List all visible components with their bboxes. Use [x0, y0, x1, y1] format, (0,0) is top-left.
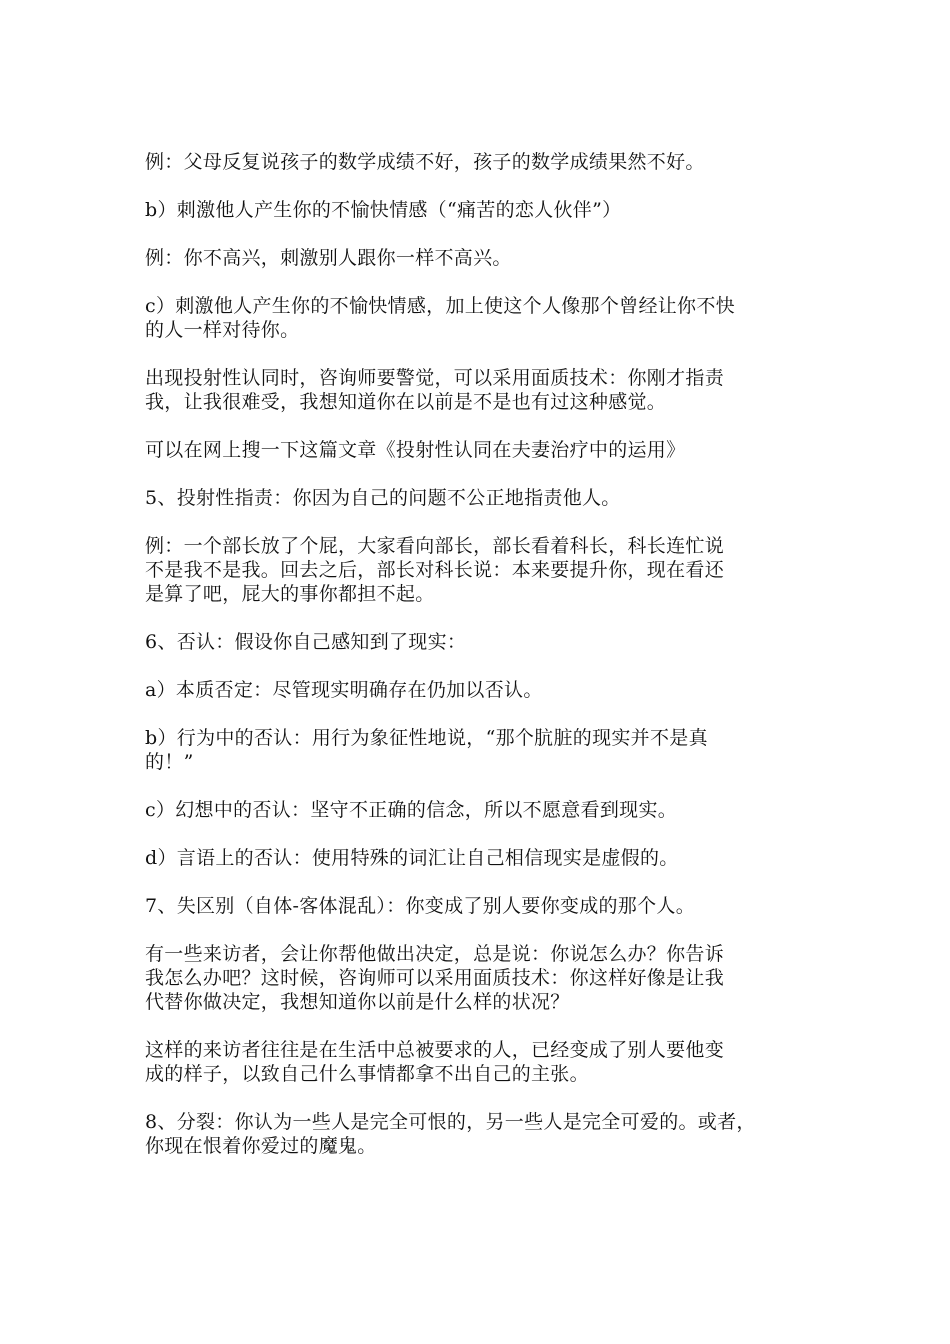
text-line: c）幻想中的否认：坚守不正确的信念，所以不愿意看到现实。 [145, 799, 678, 821]
text-line: 我怎么办吧？这时候，咨询师可以采用面质技术：你这样好像是让我 [145, 967, 725, 989]
document-body [145, 150, 810, 1182]
paragraph [145, 726, 810, 774]
paragraph [145, 630, 810, 654]
text-line: b）刺激他人产生你的不愉快情感（“痛苦的恋人伙伴”） [145, 199, 622, 221]
paragraph [145, 678, 810, 702]
text-line: 的！” [145, 751, 194, 773]
paragraph [145, 438, 810, 462]
text-line: 8、分裂：你认为一些人是完全可恨的，另一些人是完全可爱的。或者， [145, 1111, 756, 1133]
text-line: 出现投射性认同时，咨询师要警觉，可以采用面质技术：你刚才指责 [145, 367, 725, 389]
text-line: b）行为中的否认：用行为象征性地说，“那个肮脏的现实并不是真 [145, 727, 708, 749]
text-line: 可以在网上搜一下这篇文章《投射性认同在夫妻治疗中的运用》 [145, 439, 686, 461]
paragraph [145, 942, 810, 1014]
text-line: 例：你不高兴，刺激别人跟你一样不高兴。 [145, 247, 512, 269]
text-line: 这样的来访者往往是在生活中总被要求的人，已经变成了别人要他变 [145, 1039, 725, 1061]
text-line: 代替你做决定，我想知道你以前是什么样的状况？ [145, 991, 570, 1013]
text-line: a）本质否定：尽管现实明确存在仍加以否认。 [145, 679, 543, 701]
text-line: 是算了吧，屁大的事你都担不起。 [145, 583, 435, 605]
paragraph [145, 1038, 810, 1086]
paragraph [145, 1110, 810, 1158]
text-line: 5、投射性指责：你因为自己的问题不公正地指责他人。 [145, 487, 621, 509]
text-line: d）言语上的否认：使用特殊的词汇让自己相信现实是虚假的。 [145, 847, 679, 869]
text-line: 例：一个部长放了个屁，大家看向部长，部长看着科长，科长连忙说 [145, 535, 725, 557]
text-line: 你现在恨着你爱过的魔鬼。 [145, 1135, 377, 1157]
text-line: 6、否认：假设你自己感知到了现实： [145, 631, 467, 653]
text-line: 我，让我很难受，我想知道你在以前是不是也有过这种感觉。 [145, 391, 667, 413]
paragraph [145, 294, 810, 342]
text-line: c）刺激他人产生你的不愉快情感，加上使这个人像那个曾经让你不快 [145, 295, 735, 317]
text-line: 成的样子，以致自己什么事情都拿不出自己的主张。 [145, 1063, 589, 1085]
paragraph [145, 798, 810, 822]
paragraph [145, 246, 810, 270]
paragraph [145, 534, 810, 606]
paragraph [145, 198, 810, 222]
paragraph [145, 894, 810, 918]
text-line: 有一些来访者，会让你帮他做出决定，总是说：你说怎么办？你告诉 [145, 943, 725, 965]
paragraph [145, 366, 810, 414]
text-line: 7、失区别（自体-客体混乱）：你变成了别人要你变成的那个人。 [145, 895, 696, 917]
paragraph [145, 150, 810, 174]
text-line: 不是我不是我。回去之后，部长对科长说：本来要提升你，现在看还 [145, 559, 725, 581]
text-line: 的人一样对待你。 [145, 319, 300, 341]
paragraph [145, 846, 810, 870]
text-line: 例：父母反复说孩子的数学成绩不好，孩子的数学成绩果然不好。 [145, 151, 705, 173]
paragraph [145, 486, 810, 510]
